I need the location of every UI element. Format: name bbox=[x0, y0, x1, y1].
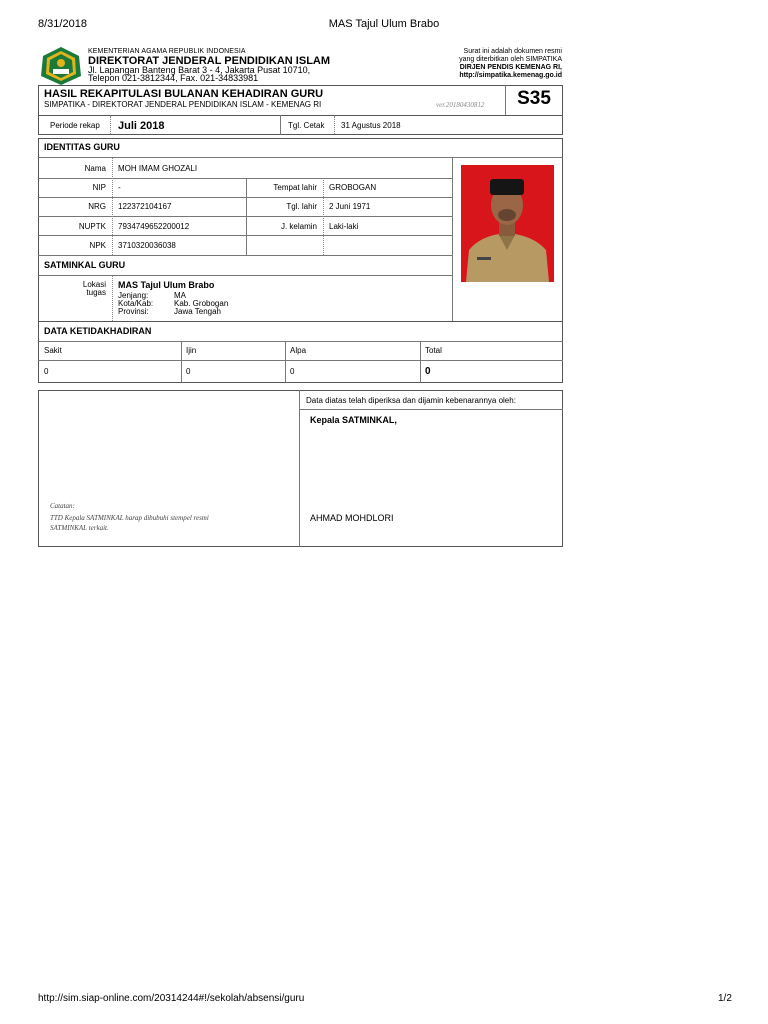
header-alpa: Alpa bbox=[290, 346, 307, 355]
value-total: 0 bbox=[425, 366, 431, 377]
kota-label: Kota/Kab: bbox=[118, 299, 154, 308]
note-line-4: http://simpatika.kemenag.go.id bbox=[459, 72, 562, 79]
address-line-1: Jl. Lapangan Banteng Barat 3 - 4, Jakarta Pusat 10710, bbox=[88, 65, 311, 75]
signer-role: Kepala SATMINKAL, bbox=[310, 415, 397, 425]
note-line-2: yang diterbitkan oleh SIMPATIKA bbox=[459, 56, 562, 63]
value-sakit: 0 bbox=[44, 367, 49, 376]
tgl-lahir-label: Tgl. lahir bbox=[286, 202, 317, 211]
nama-value: MOH IMAM GHOZALI bbox=[118, 164, 198, 173]
nip-value: - bbox=[118, 183, 121, 192]
note-line-1: Surat ini adalah dokumen resmi bbox=[463, 48, 562, 55]
note-line-1-text: TTD Kepala SATMINKAL harap dibubuhi stempel resmi bbox=[50, 514, 209, 522]
nip-label: NIP bbox=[92, 183, 106, 192]
directorate-name: DIREKTORAT JENDERAL PENDIDIKAN ISLAM bbox=[88, 55, 331, 67]
nrg-label: NRG bbox=[88, 202, 106, 211]
header-sakit: Sakit bbox=[44, 346, 62, 355]
jenjang-value: MA bbox=[174, 291, 186, 300]
header-ijin: Ijin bbox=[186, 346, 197, 355]
print-page-number: 1/2 bbox=[718, 993, 732, 1004]
note-line-2-text: SATMINKAL terkait. bbox=[50, 524, 109, 532]
tempat-lahir-label: Tempat lahir bbox=[273, 183, 317, 192]
note-line-3: DIRJEN PENDIS KEMENAG RI, bbox=[459, 64, 562, 71]
lokasi-label-1: Lokasi bbox=[82, 280, 106, 289]
provinsi-value: Jawa Tengah bbox=[174, 307, 221, 316]
print-url: http://sim.siap-online.com/20314244#!/sekolah/absensi/guru bbox=[38, 993, 305, 1004]
provinsi-label: Provinsi: bbox=[118, 307, 149, 316]
tempat-lahir-value: GROBOGAN bbox=[329, 183, 377, 192]
nuptk-value: 7934749652200012 bbox=[118, 222, 190, 231]
nama-label: Nama bbox=[84, 164, 106, 173]
teacher-photo bbox=[461, 165, 554, 282]
npk-value: 3710320036038 bbox=[118, 241, 176, 250]
school-name: MAS Tajul Ulum Brabo bbox=[118, 280, 215, 290]
value-ijin: 0 bbox=[186, 367, 191, 376]
jenjang-label: Jenjang: bbox=[118, 291, 149, 300]
official-document-note bbox=[459, 48, 562, 80]
tgl-lahir-value: 2 Juni 1971 bbox=[329, 202, 371, 211]
nrg-value: 122372104167 bbox=[118, 202, 172, 211]
verified-text: Data diatas telah diperiksa dan dijamin kebenarannya oleh: bbox=[306, 396, 516, 405]
cetak-value: 31 Agustus 2018 bbox=[341, 121, 401, 130]
signature-box bbox=[38, 390, 563, 547]
periode-label: Periode rekap bbox=[50, 121, 100, 130]
report-code: S35 bbox=[517, 88, 551, 109]
header-total: Total bbox=[425, 346, 442, 355]
ministry-name: KEMENTERIAN AGAMA REPUBLIK INDONESIA bbox=[88, 48, 246, 55]
value-alpa: 0 bbox=[290, 367, 295, 376]
nuptk-label: NUPTK bbox=[78, 222, 106, 231]
identitas-section-title: IDENTITAS GURU bbox=[44, 142, 120, 152]
npk-label: NPK bbox=[89, 241, 106, 250]
print-date: 8/31/2018 bbox=[38, 18, 87, 30]
report-subtitle: SIMPATIKA - DIREKTORAT JENDERAL PENDIDIKAN ISLAM - KEMENAG RI bbox=[44, 100, 322, 109]
lokasi-label-2: tugas bbox=[86, 288, 106, 297]
periode-value: Juli 2018 bbox=[118, 120, 165, 132]
signer-name: AHMAD MOHDLORI bbox=[310, 513, 394, 523]
kelamin-label: J. kelamin bbox=[280, 222, 317, 231]
report-title: HASIL REKAPITULASI BULANAN KEHADIRAN GURU bbox=[44, 88, 324, 100]
kota-value: Kab. Grobogan bbox=[174, 299, 229, 308]
kelamin-value: Laki-laki bbox=[329, 222, 359, 231]
cetak-label: Tgl. Cetak bbox=[288, 121, 325, 130]
note-title: Catatan: bbox=[50, 502, 75, 510]
satminkal-section-title: SATMINKAL GURU bbox=[44, 260, 126, 270]
address-line-2: Telepon 021-3812344, Fax. 021-34833981 bbox=[88, 73, 259, 83]
kemenag-logo bbox=[40, 46, 82, 86]
ketidakhadiran-section-title: DATA KETIDAKHADIRAN bbox=[44, 326, 152, 336]
report-version: ver.20180430812 bbox=[436, 101, 485, 109]
print-title: MAS Tajul Ulum Brabo bbox=[328, 18, 440, 30]
